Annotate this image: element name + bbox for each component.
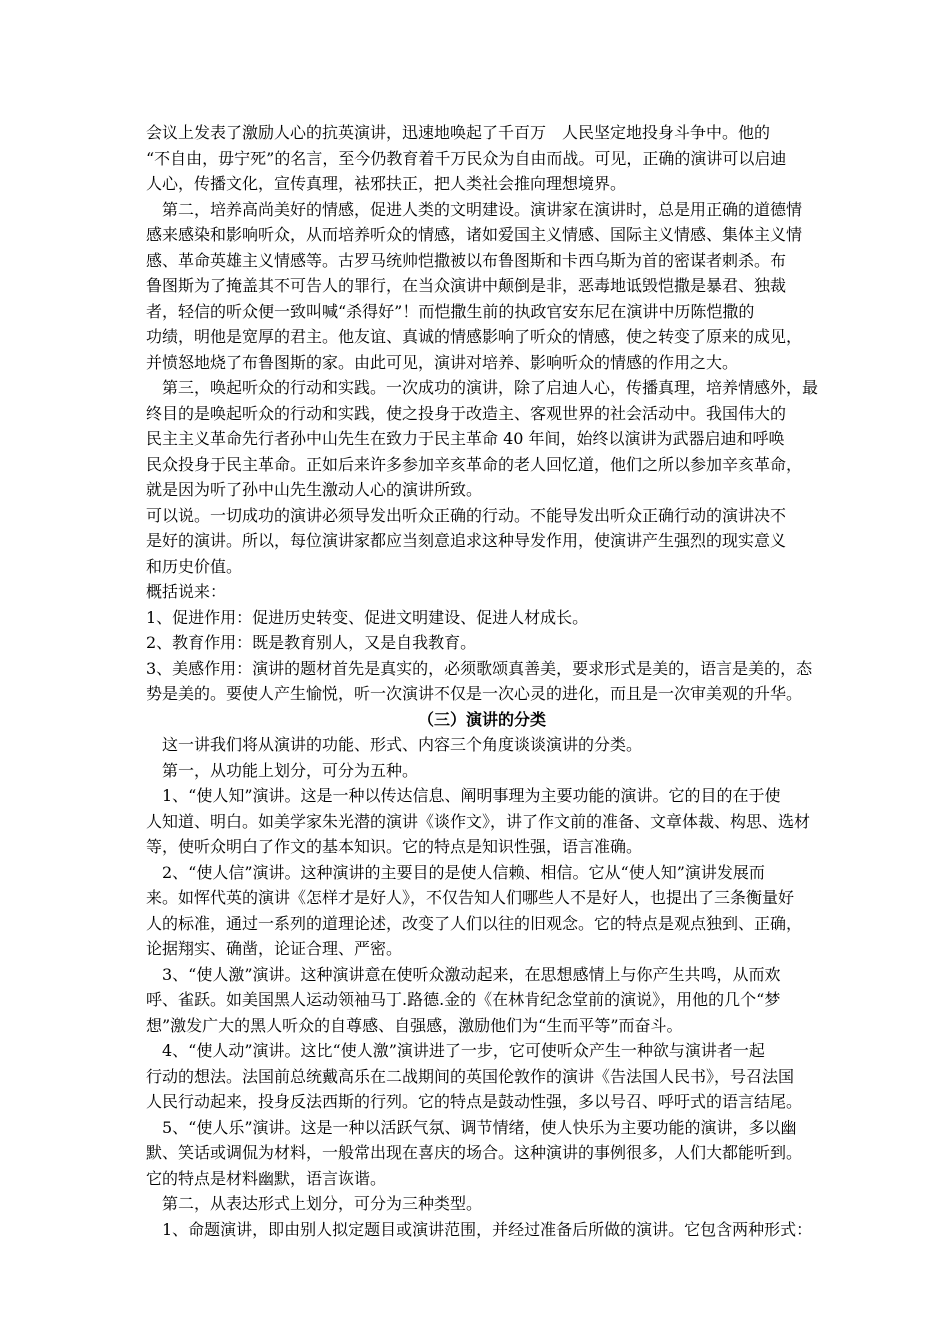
section-heading: （三）演讲的分类: [417, 709, 546, 729]
text-line: 就是因为听了孙中山先生激动人心的演讲所致。: [146, 480, 483, 499]
text-line: 人民行动起来，投身反法西斯的行列。它的特点是鼓动性强，多以号召、呼吁式的语言结尾。: [146, 1092, 803, 1111]
text-line: 第二，从表达形式上划分，可分为三种类型。: [146, 1194, 483, 1213]
text-line: 想”激发广大的黑人听众的自尊感、自强感，激励他们为“生而平等”而奋斗。: [146, 1015, 683, 1035]
text-line: 2、“使人信”演讲。这种演讲的主要目的是使人信赖、相信。它从“使人知”演讲发展而: [146, 862, 765, 882]
text-line: 第一，从功能上划分，可分为五种。: [146, 760, 419, 780]
text-line: 民主主义革命先行者孙中山先生在致力于民主革命 40 年间，始终以演讲为武器启迪和呼唤: [146, 429, 785, 448]
text-line: 等，使听众明白了作文的基本知识。它的特点是知识性强，语言准确。: [146, 837, 643, 856]
text-line: 呼、雀跃。如美国黑人运动领袖马丁.路德.金的《在林肯纪念堂前的演说》，用他的几个“梦: [146, 990, 781, 1009]
document-body: [146, 120, 818, 1242]
text-line: 3、“使人激”演讲。这种演讲意在使听众激动起来，在思想感情上与你产生共鸣，从而欢: [146, 964, 781, 984]
text-line: 人的标准，通过一系列的道理论述，改变了人们以往的旧观念。它的特点是观点独到、正确，: [146, 913, 803, 933]
text-line: 可以说。一切成功的演讲必须导发出听众正确的行动。不能导发出听众正确行动的演讲决不: [146, 505, 787, 525]
text-line: 人心，传播文化，宣传真理，袪邪扶正，把人类社会推向理想境界。: [146, 174, 627, 193]
text-line: 终目的是唤起听众的行动和实践，使之投身于改造主、客观世界的社会活动中。我国伟大的: [146, 403, 787, 423]
text-line: 鲁图斯为了掩盖其不可告人的罪行，在当众演讲中颠倒是非，恶毒地诋毁恺撒是暴君、独裁: [146, 276, 787, 295]
text-line: 这一讲我们将从演讲的功能、形式、内容三个角度谈谈演讲的分类。: [146, 735, 643, 754]
text-line: 感来感染和影响听众，从而培养听众的情感，诸如爱国主义情感、国际主义情感、集体主义情: [146, 225, 803, 244]
text-line: 势是美的。要使人产生愉悦，听一次演讲不仅是一次心灵的进化，而且是一次审美观的升华。: [146, 684, 803, 703]
text-line: 行动的想法。法国前总统戴高乐在二战期间的英国伦敦作的演讲《告法国人民书》，号召法国: [146, 1066, 795, 1086]
text-line: 默、笑话或调侃为材料，一般常出现在喜庆的场合。这种演讲的事例很多，人们大都能听到。: [146, 1143, 803, 1162]
text-line: 民众投身于民主革命。正如后来许多参加辛亥革命的老人回忆道，他们之所以参加辛亥革命，: [146, 454, 803, 474]
text-line: 是好的演讲。所以，每位演讲家都应当刻意追求这种导发作用，使演讲产生强烈的现实意义: [146, 531, 787, 550]
text-line: 者，轻信的听众便一致叫喊“杀得好”！而恺撒生前的执政官安东尼在演讲中历陈恺撒的: [146, 301, 755, 321]
text-line: 功绩，明他是宽厚的君主。他友谊、真诚的情感影响了听众的情感，使之转变了原来的成见，: [146, 327, 803, 346]
text-line: 它的特点是材料幽默，语言诙谐。: [146, 1168, 387, 1188]
text-line: 2、教育作用：既是教育别人，又是自我教育。: [146, 633, 477, 652]
text-line: 3、美感作用：演讲的题材首先是真实的，必须歌颂真善美，要求形式是美的，语言是美的，态: [146, 658, 813, 678]
text-line: 5、“使人乐”演讲。这是一种以活跃气氛、调节情绪，使人快乐为主要功能的演讲，多以幽: [146, 1117, 797, 1137]
text-line: 感、革命英雄主义情感等。古罗马统帅恺撒被以布鲁图斯和卡西乌斯为首的密谋者刺杀。布: [146, 250, 787, 270]
text-line: 概括说来：: [146, 582, 227, 601]
text-line: 第三，唤起听众的行动和实践。一次成功的演讲，除了启迪人心，传播真理，培养情感外，最: [146, 378, 819, 397]
text-line: 会议上发表了激励人心的抗英演讲，迅速地唤起了千百万 人民坚定地投身斗争中。他的: [146, 123, 771, 142]
text-line: 人知道、明白。如美学家朱光潜的演讲《谈作文》，讲了作文前的准备、文章体裁、构思、选材: [146, 811, 811, 831]
text-line: 1、命题演讲，即由别人拟定题目或演讲范围，并经过准备后所做的演讲。它包含两种形式：: [146, 1219, 813, 1239]
text-line: 1、“使人知”演讲。这是一种以传达信息、阐明事理为主要功能的演讲。它的目的在于使: [146, 786, 781, 805]
text-line: 来。如恽代英的演讲《怎样才是好人》，不仅告知人们哪些人不是好人，也提出了三条衡量好: [146, 888, 795, 907]
text-line: 1、促进作用：促进历史转变、促进文明建设、促进人材成长。: [146, 607, 589, 627]
text-line: 4、“使人动”演讲。这比“使人激”演讲进了一步，它可使听众产生一种欲与演讲者一起: [146, 1041, 765, 1060]
text-line: 并愤怒地烧了布鲁图斯的家。由此可见，演讲对培养、影响听众的情感的作用之大。: [146, 352, 739, 372]
text-line: 第二，培养高尚美好的情感，促进人类的文明建设。演讲家在演讲时，总是用正确的道德情: [146, 199, 803, 219]
text-line: “不自由，毋宁死”的名言，至今仍教育着千万民众为自由而战。可见，正确的演讲可以启迪: [146, 148, 787, 168]
text-line: 论据翔实、确凿，论证合理、严密。: [146, 939, 403, 958]
text-line: 和历史价值。: [146, 556, 243, 576]
